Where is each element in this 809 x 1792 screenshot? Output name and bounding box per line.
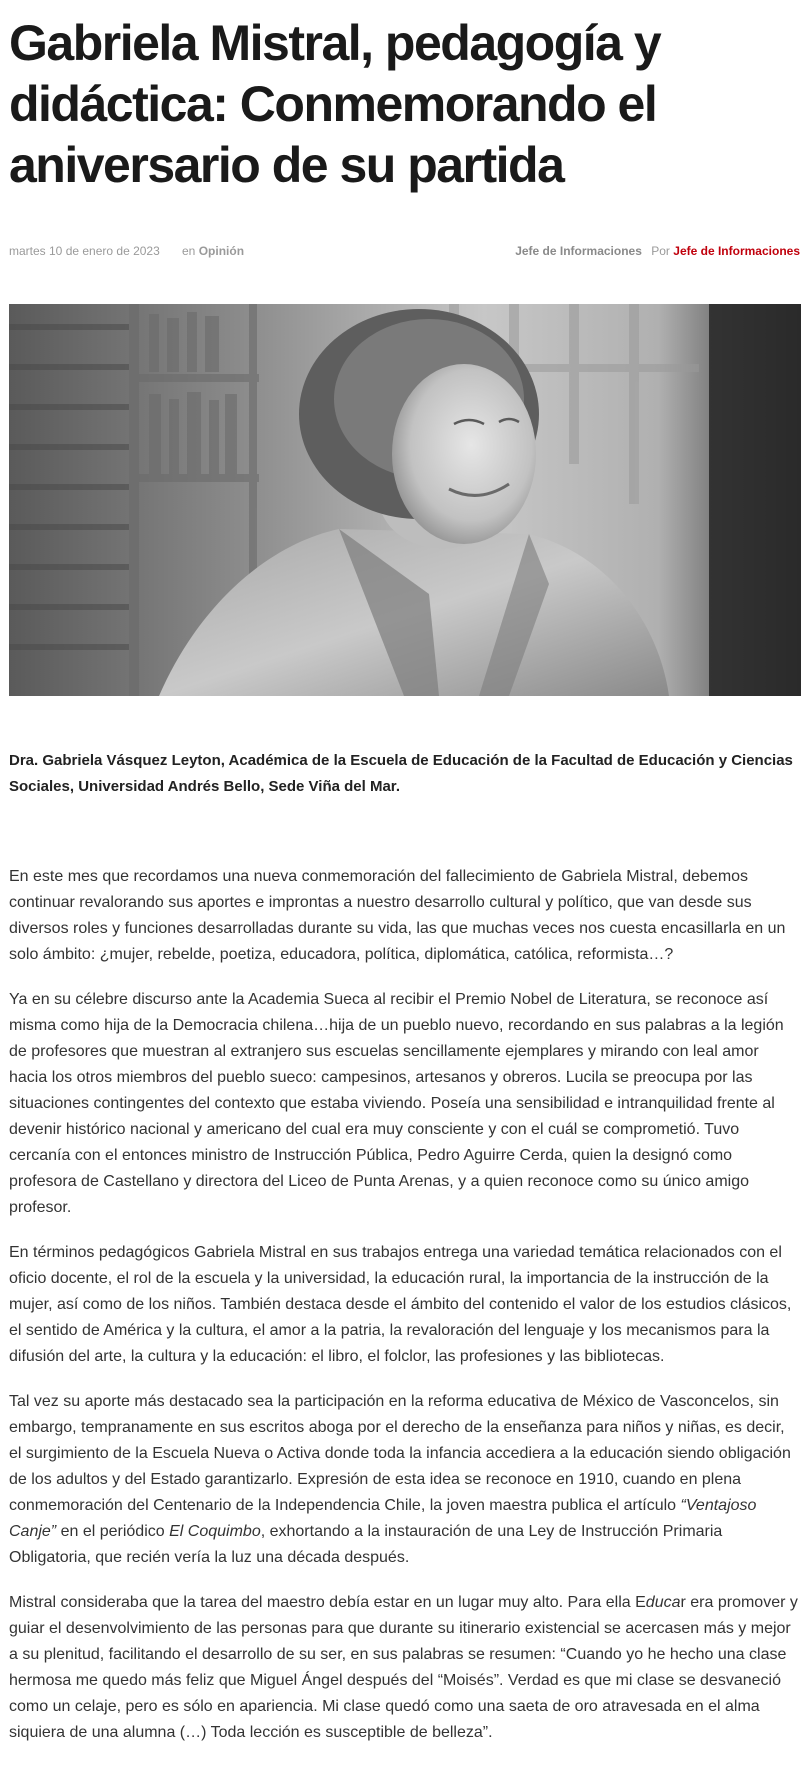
author-credit: Dra. Gabriela Vásquez Leyton, Académica de la Escuela de Educación de la Facultad de Educación y Ciencias Sociales, Universidad Andrés Bello, Sede Viña del Mar. [9, 752, 793, 795]
paragraph-4-text-a: Tal vez su aporte más destacado sea la participación en la reforma educativa de México de Vasconcelos, sin embargo, tempranamente en sus escritos aboga por el derecho de la enseñanza para niños y niñas, es decir, el surgimiento de la Escuela Nueva o Activa donde toda la infancia accediera a la educación siendo obligación de los adultos y del Estado garantizarlo. Expresión de esta idea se reconoce en 1910, cuando en plena conmemoración del Centenario de la Independencia Chile, la joven maestra publica el artículo [9, 1393, 791, 1514]
author-link[interactable]: Jefe de Informaciones [673, 244, 800, 258]
newspaper-name: El Coquimbo [169, 1523, 261, 1540]
author-meta [515, 244, 800, 258]
paragraph-5 [9, 1590, 801, 1746]
author-avatar-label[interactable]: Jefe de Informaciones [515, 244, 642, 258]
paragraph-3: En términos pedagógicos Gabriela Mistral en sus trabajos entrega una variedad temática relacionados con el oficio docente, el rol de la escuela y la universidad, la educación rural, la importancia de la instrucción de la mujer, así como de los niños. También destaca desde el ámbito del contenido el valor de los estudios clásicos, el sentido de América y la cultura, el amor a la patria, la revaloración del lenguaje y los mecanismos para la difusión del arte, la cultura y la educación: el libro, el folclor, las profesiones y las bibliotecas. [9, 1244, 792, 1365]
paragraph-4 [9, 1389, 801, 1571]
portrait-photo [9, 304, 801, 696]
category-prefix: en [182, 244, 196, 258]
educar-emphasis: duca [645, 1594, 681, 1611]
article-title-ventajoso-canje: “Ventajoso Canje” [9, 1497, 757, 1540]
paragraph-5-text-a: Mistral consideraba que la tarea del maestro debía estar en un lugar muy alto. Para ella E [9, 1594, 646, 1611]
paragraph-4-text-c: en el periódico [56, 1523, 170, 1540]
category-link[interactable]: Opinión [198, 244, 245, 258]
paragraph-2: Ya en su célebre discurso ante la Academia Sueca al recibir el Premio Nobel de Literatura, se reconoce así misma como hija de la Democracia chilena…hija de un pueblo nuevo, recordando en sus palabras a la legión de profesores que muestran al extranjero sus escuelas sencillamente ejemplares y mirando con leal amor hacia los otros miembros del pueblo sueco: campesinos, artesanos y obreros. Lucila se preocupa por las situaciones contingentes del contexto que estaba viviendo. Poseía una sensibilidad e intranquilidad frente al devenir histórico nacional y americano del cual era muy consciente y con el cuál se comprometió. Tuvo cercanía con el entonces ministro de Instrucción Pública, Pedro Aguirre Cerda, quien la designó como profesora de Castellano y directora del Liceo de Punta Arenas, y a quien reconoce como su único amigo profesor. [9, 991, 784, 1216]
featured-image [9, 304, 801, 696]
paragraph-5-text-c: r era promover y guiar el desenvolvimiento de las personas para que durante su itinerario existencial se acercasen más y mejor a su plenitud, facilitando el desarrollo de su ser, en sus palabras se resumen: “Cuando yo he hecho una clase hermosa me quedo más feliz que Miguel Ángel después del “Moisés”. Verdad es que mi clase se desvaneció como un celaje, pero es sólo en apariencia. Mi clase quedó como una saeta de oro atravesada en el alma siquiera de una alumna (…) Toda lección es susceptible de belleza”. [9, 1594, 798, 1741]
publish-date: martes 10 de enero de 2023 [9, 244, 160, 258]
paragraph-4-text-e: , exhortando a la instauración de una Ley de Instrucción Primaria Obligatoria, que recién vería la luz una década después. [9, 1523, 723, 1566]
category-meta [182, 244, 244, 258]
article-body [9, 864, 801, 1765]
paragraph-1: En este mes que recordamos una nueva conmemoración del fallecimiento de Gabriela Mistral, debemos continuar revalorando sus aportes e improntas a nuestro desarrollo cultural y político, que van desde sus diversos roles y funciones desarrolladas durante su vida, las que muchas veces nos cuesta encasillarla en un solo ámbito: ¿mujer, rebelde, poetiza, educadora, política, diplomática, católica, reformista…? [9, 868, 786, 963]
by-label: Por [651, 244, 670, 258]
article-title: Gabriela Mistral, pedagogía y didáctica: Conmemorando el aniversario de su partida [9, 15, 661, 193]
